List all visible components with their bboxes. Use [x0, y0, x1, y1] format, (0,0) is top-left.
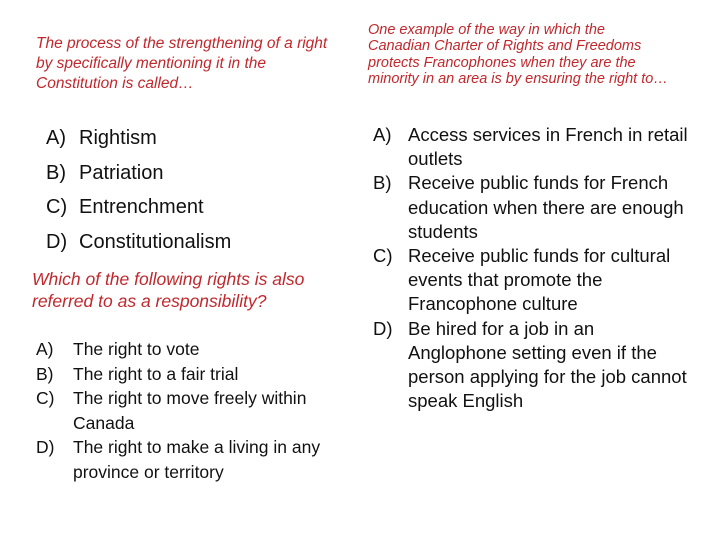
option-letter: B) — [46, 161, 66, 184]
question-2-options — [36, 337, 336, 484]
question-1-option-d — [46, 225, 336, 260]
option-letter: C) — [36, 388, 55, 408]
question-3-option-b — [373, 171, 693, 244]
option-text: Receive public funds for cultural events that promote the Francophone culture — [408, 245, 671, 315]
question-1-option-b — [46, 156, 336, 191]
question-3-option-d — [373, 317, 693, 414]
option-letter: D) — [36, 437, 55, 457]
question-1-option-a — [46, 121, 336, 156]
question-3-text: One example of the way in which the Canadian Charter of Rights and Freedoms protects Francophones when they are the minority in an area is by ensuring the right to… — [368, 22, 668, 88]
option-text: Rightism — [79, 127, 157, 149]
option-text: Access services in French in retail outlets — [408, 124, 688, 170]
option-text: Patriation — [79, 161, 164, 184]
question-1-text: The process of the strengthening of a right by specifically mentioning it in the Constitution is called… — [36, 35, 328, 92]
option-text: The right to a fair trial — [73, 363, 239, 384]
option-text: The right to make a living in any province or territory — [73, 437, 321, 482]
option-text: Constitutionalism — [79, 230, 232, 253]
question-3-options — [373, 123, 693, 413]
option-letter: C) — [46, 196, 68, 218]
option-letter: A) — [36, 339, 54, 359]
option-letter: A) — [373, 124, 392, 145]
option-text: The right to vote — [73, 339, 200, 359]
option-letter: C) — [373, 245, 393, 267]
question-3-option-c — [373, 244, 693, 317]
option-text: Be hired for a job in an Anglophone setting even if the person applying for the job cannot speak English — [408, 317, 687, 412]
question-2-option-a — [36, 337, 336, 362]
question-1-option-c — [46, 190, 336, 225]
option-letter: D) — [46, 230, 68, 253]
question-2-option-b — [36, 362, 336, 387]
option-text: Entrenchment — [79, 196, 204, 218]
option-letter: A) — [46, 127, 66, 149]
question-3-option-a — [373, 123, 693, 171]
option-letter: D) — [373, 317, 393, 339]
question-1-options — [46, 121, 336, 259]
option-text: Receive public funds for French education when there are enough students — [408, 172, 684, 242]
question-2-text: Which of the following rights is also referred to as a responsibility? — [32, 269, 305, 311]
option-letter: B) — [373, 172, 392, 194]
question-2-option-c — [36, 386, 336, 435]
question-2-option-d — [36, 435, 336, 484]
option-text: The right to move freely within Canada — [73, 388, 307, 433]
option-letter: B) — [36, 363, 54, 384]
